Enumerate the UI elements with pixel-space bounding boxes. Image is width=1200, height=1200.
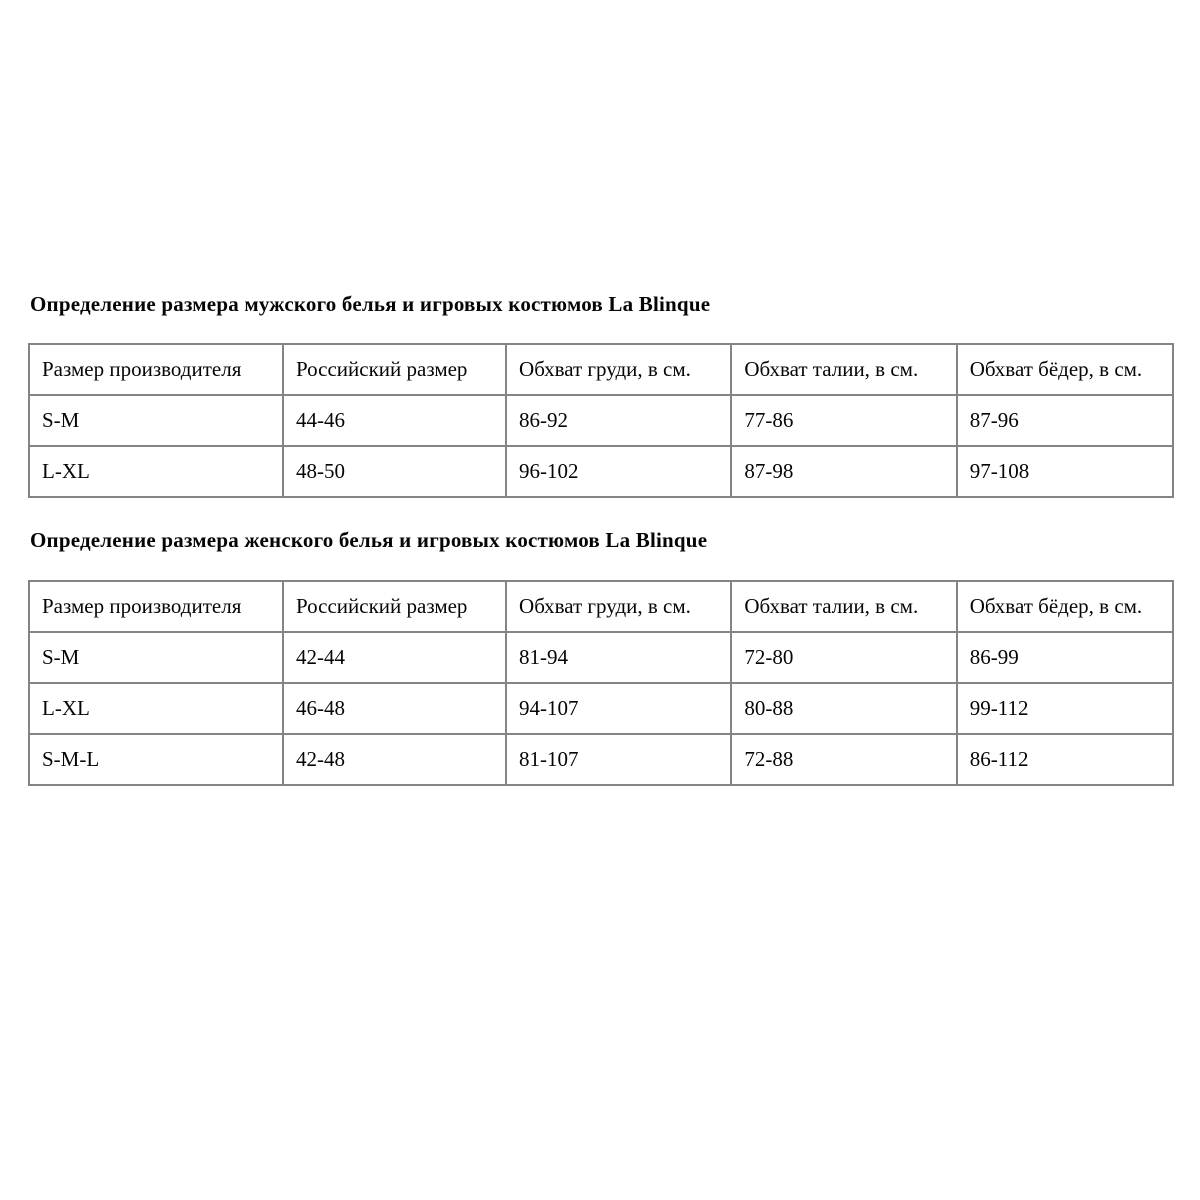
cell-russian-size: 42-44: [283, 632, 506, 683]
column-header-chest: Обхват груди, в см.: [506, 344, 731, 395]
cell-waist: 72-88: [731, 734, 956, 785]
column-header-producer-size: Размер производителя: [29, 344, 283, 395]
cell-waist: 87-98: [731, 446, 956, 497]
table-row: [29, 683, 1173, 734]
cell-chest: 81-94: [506, 632, 731, 683]
cell-russian-size: 48-50: [283, 446, 506, 497]
header-row: [29, 581, 1173, 632]
table-row: [29, 734, 1173, 785]
cell-chest: 94-107: [506, 683, 731, 734]
cell-producer-size: L-XL: [29, 446, 283, 497]
header-row: [29, 344, 1173, 395]
cell-producer-size: S-M-L: [29, 734, 283, 785]
table-row: [29, 446, 1173, 497]
column-header-waist: Обхват талии, в см.: [731, 581, 956, 632]
womens-size-table: [28, 580, 1174, 786]
cell-producer-size: S-M: [29, 632, 283, 683]
cell-hips: 97-108: [957, 446, 1173, 497]
column-header-hips: Обхват бёдер, в см.: [957, 581, 1173, 632]
cell-waist: 72-80: [731, 632, 956, 683]
womens-section-heading: Определение размера женского белья и игровых костюмов La Blinque: [30, 528, 708, 553]
cell-chest: 86-92: [506, 395, 731, 446]
cell-chest: 96-102: [506, 446, 731, 497]
table-row: [29, 632, 1173, 683]
cell-producer-size: L-XL: [29, 683, 283, 734]
cell-chest: 81-107: [506, 734, 731, 785]
mens-section-heading: Определение размера мужского белья и игровых костюмов La Blinque: [30, 292, 711, 316]
cell-russian-size: 42-48: [283, 734, 506, 785]
column-header-waist: Обхват талии, в см.: [731, 344, 956, 395]
cell-hips: 99-112: [957, 683, 1173, 734]
table-row: [29, 395, 1173, 446]
cell-russian-size: 46-48: [283, 683, 506, 734]
column-header-producer-size: Размер производителя: [29, 581, 283, 632]
cell-producer-size: S-M: [29, 395, 283, 446]
cell-waist: 77-86: [731, 395, 956, 446]
column-header-russian-size: Российский размер: [283, 581, 506, 632]
mens-size-table: [28, 343, 1174, 498]
column-header-russian-size: Российский размер: [283, 344, 506, 395]
column-header-hips: Обхват бёдер, в см.: [957, 344, 1173, 395]
cell-hips: 86-99: [957, 632, 1173, 683]
column-header-chest: Обхват груди, в см.: [506, 581, 731, 632]
cell-russian-size: 44-46: [283, 395, 506, 446]
cell-hips: 86-112: [957, 734, 1173, 785]
cell-hips: 87-96: [957, 395, 1173, 446]
cell-waist: 80-88: [731, 683, 956, 734]
